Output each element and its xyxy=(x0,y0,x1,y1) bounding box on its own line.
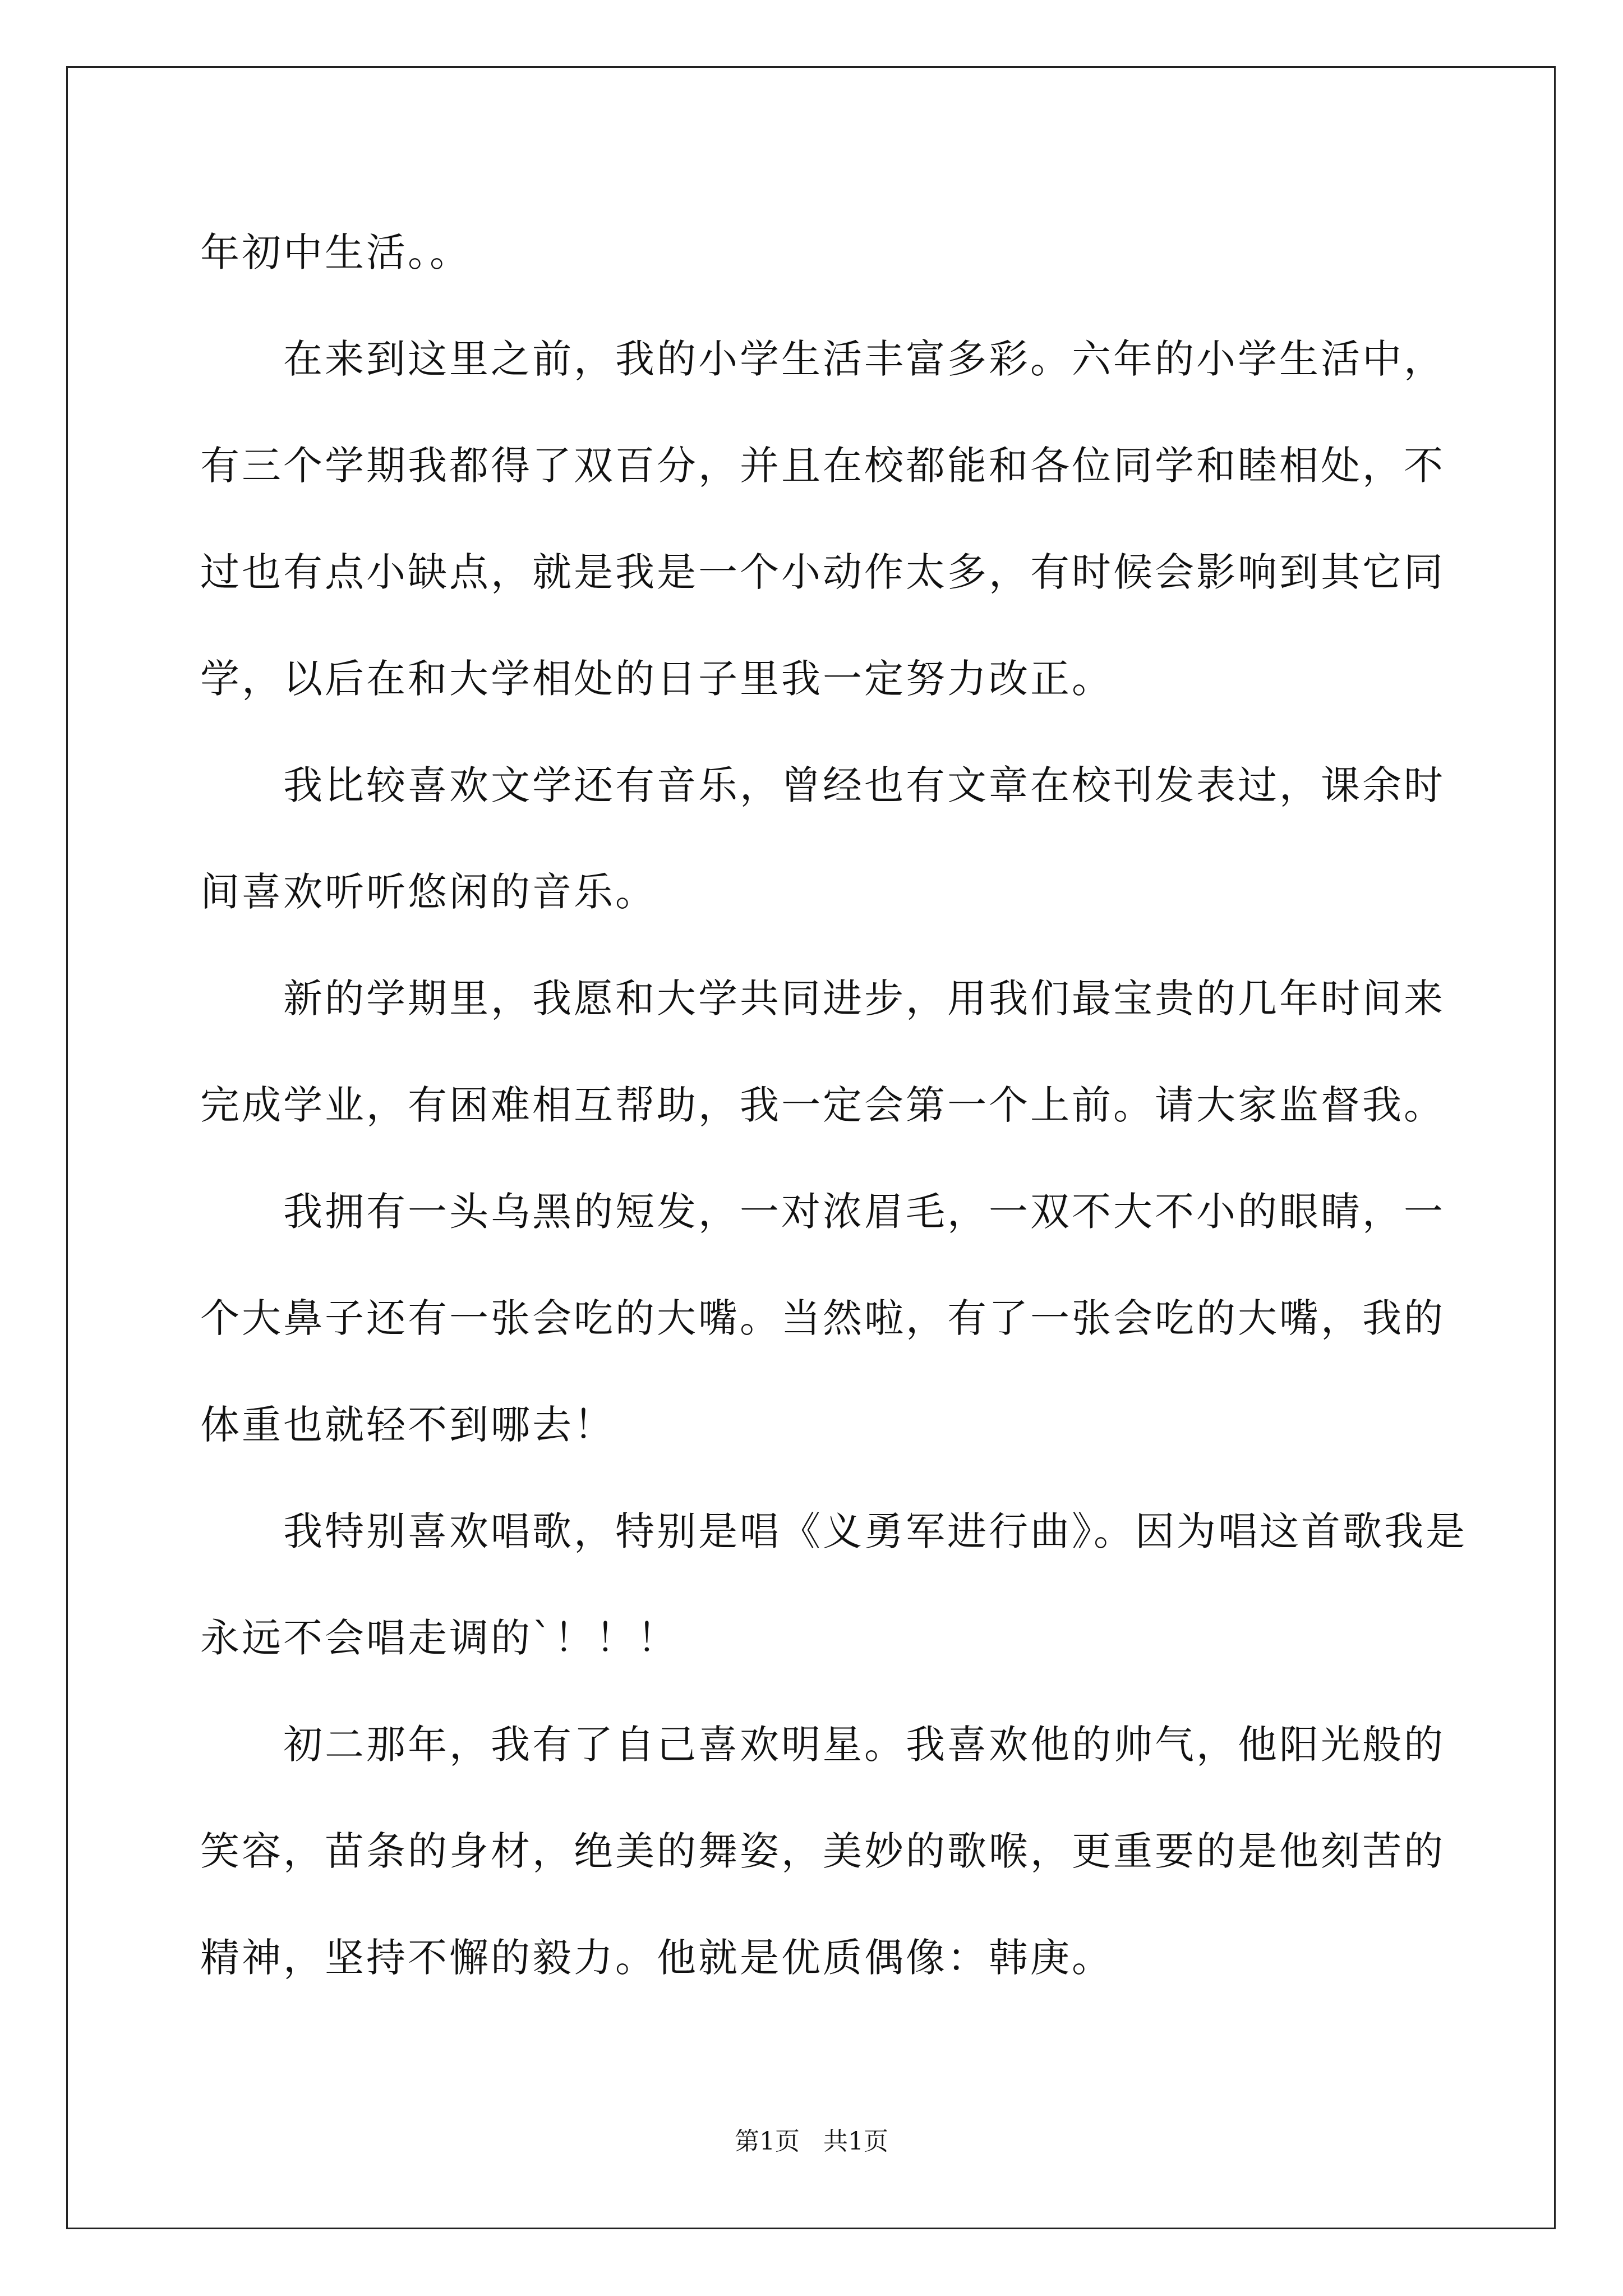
text-line: 永远不会唱走调的`！！！ xyxy=(200,1615,679,1661)
text-line: 年初中生活。。 xyxy=(200,229,471,275)
text-line: 在来到这里之前，我的小学生活丰富多彩。六年的小学生活中， xyxy=(283,336,1445,382)
page-number-current: 第1页 xyxy=(735,2127,800,2156)
text-line: 间喜欢听听悠闲的音乐。 xyxy=(200,869,657,915)
text-line: 精神，坚持不懈的毅力。他就是优质偶像：韩庚。 xyxy=(200,1935,1113,1981)
text-line: 学，以后在和大学相处的日子里我一定努力改正。 xyxy=(200,656,1113,702)
text-line: 体重也就轻不到哪去！ xyxy=(200,1402,615,1448)
text-line: 新的学期里，我愿和大学共同进步，用我们最宝贵的几年时间来 xyxy=(283,976,1445,1022)
text-line: 过也有点小缺点，就是我是一个小动作太多，有时候会影响到其它同 xyxy=(200,549,1445,595)
text-line: 我比较喜欢文学还有音乐，曾经也有文章在校刊发表过，课余时 xyxy=(283,762,1445,808)
text-line: 我特别喜欢唱歌，特别是唱《义勇军进行曲》。因为唱这首歌我是 xyxy=(283,1508,1467,1554)
text-line: 有三个学期我都得了双百分，并且在校都能和各位同学和睦相处，不 xyxy=(200,443,1445,489)
text-line: 初二那年，我有了自己喜欢明星。我喜欢他的帅气，他阳光般的 xyxy=(283,1722,1445,1768)
text-line: 个大鼻子还有一张会吃的大嘴。当然啦，有了一张会吃的大嘴，我的 xyxy=(200,1295,1445,1341)
page-number-total: 共1页 xyxy=(823,2127,888,2156)
text-line: 完成学业，有困难相互帮助，我一定会第一个上前。请大家监督我。 xyxy=(200,1082,1445,1128)
text-line: 我拥有一头乌黑的短发，一对浓眉毛，一双不大不小的眼睛，一 xyxy=(283,1189,1445,1235)
page-footer xyxy=(0,2125,1623,2159)
page-border xyxy=(66,66,1556,2229)
text-line: 笑容，苗条的身材，绝美的舞姿，美妙的歌喉，更重要的是他刻苦的 xyxy=(200,1828,1445,1874)
